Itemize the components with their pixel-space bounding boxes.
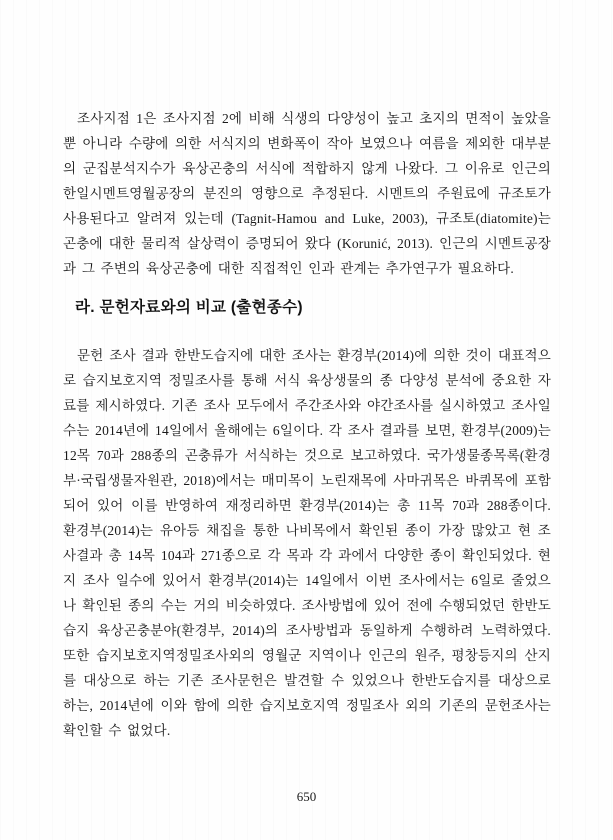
paragraph-cement-factory-discussion: 조사지점 1은 조사지점 2에 비해 식생의 다양성이 높고 초지의 면적이 높았을 뿐 아니라 수량에 의한 서식지의 변화폭이 작아 보였으나 여름을 제외한 대부분의 군집분석지수가 육상곤충의 서식에 적합하지 않게 나왔다. 그 이유로 인근의 한일시멘트영월공장의 분진의 영향으로 추정된다. 시멘트의 주원료에 규조토가 사용된다고 알려져 있는데 (Tagnit-Hamou and Luke, 2003), 규조토(diatomite)는 곤충에 대한 물리적 살상력이 증명되어 왔다 (Korunić, 2013). 인근의 시멘트공장과 그 주변의 육상곤충에 대한 직접적인 인과 관계는 추가연구가 필요하다. <box>63 111 551 276</box>
page-number: 650 <box>296 789 317 804</box>
section-heading-literature-comparison: 라. 문헌자료와의 비교 (출현종수) <box>75 299 303 316</box>
paragraph-literature-comparison: 문헌 조사 결과 한반도습지에 대한 조사는 환경부(2014)에 의한 것이 대표적으로 습지보호지역 정밀조사를 통해 서식 육상생물의 종 다양성 분석에 중요한 자료를 제시하였다. 기존 조사 모두에서 주간조사와 야간조사를 실시하였고 조사일수는 2014년에 14일에서 올해에는 6일이다. 각 조사 결과를 보면, 환경부(2009)는 12목 70과 288종의 곤충류가 서식하는 것으로 보고하였다. 국가생물종목록(환경부·국립생물자원관, 2018)에서는 매미목이 노린재목에 사마귀목은 바퀴목에 포함되어 있어 이를 반영하여 재정리하면 환경부(2014)는 총 11목 70과 288종이다. 환경부(2014)는 유아등 채집을 통한 나비목에서 확인된 종이 가장 많았고 현 조사결과 총 14목 104과 271종으로 각 목과 각 과에서 다양한 종이 확인되었다. 현지 조사 일수에 있어서 환경부(2014)는 14일에서 이번 조사에서는 6일로 줄었으나 확인된 종의 수는 거의 비슷하였다. 조사방법에 있어 전에 수행되었던 한반도습지 육상곤충분야(환경부, 2014)의 조사방법과 동일하게 수행하려 노력하였다. 또한 습지보호지역정밀조사외의 영월군 지역이나 인근의 원주, 평창등지의 산지를 대상으로 하는 기존 조사문헌은 발견할 수 있었으나 한반도습지를 대상으로 하는, 2014년에 이와 함에 의한 습지보호지역 정밀조사 외의 기존의 문헌조사는 확인할 수 없었다. <box>63 348 551 738</box>
